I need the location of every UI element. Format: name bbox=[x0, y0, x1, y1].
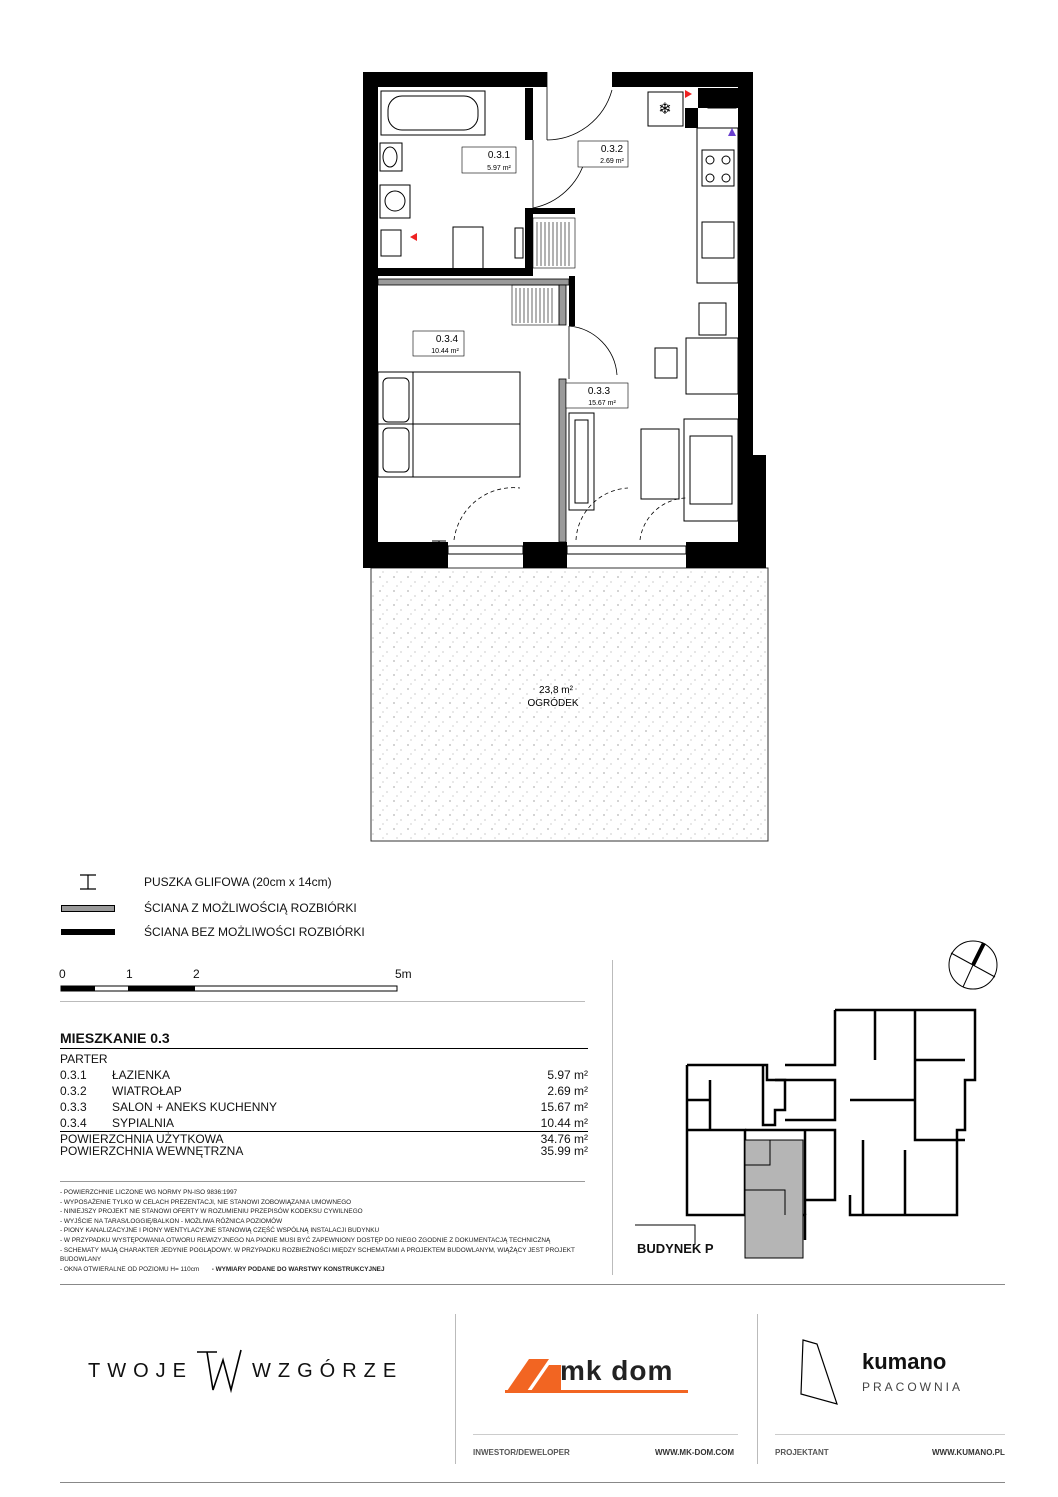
toilet bbox=[381, 227, 483, 273]
living-furniture bbox=[569, 303, 738, 521]
glif-box-icon bbox=[60, 873, 116, 891]
floor-label: PARTER bbox=[60, 1052, 108, 1066]
building-label: BUDYNEK P bbox=[637, 1241, 714, 1256]
total-row: POWIERZCHNIA UŻYTKOWA 34.76 m² bbox=[60, 1132, 588, 1146]
svg-text:0.3.4: 0.3.4 bbox=[435, 334, 459, 345]
svg-text:15.67 m²: 15.67 m² bbox=[588, 400, 616, 407]
legend-label: ŚCIANA Z MOŻLIWOŚCIĄ ROZBIÓRKI bbox=[144, 901, 357, 915]
svg-text:0.3.1: 0.3.1 bbox=[487, 150, 511, 161]
mk-dom-mark-icon bbox=[505, 1357, 563, 1393]
svg-text:2.69 m²: 2.69 m² bbox=[600, 158, 624, 165]
svg-text:0.3.3: 0.3.3 bbox=[587, 386, 611, 397]
bed bbox=[378, 372, 520, 477]
removable-wall-icon bbox=[60, 905, 116, 912]
designer-label: PROJEKTANT bbox=[775, 1448, 829, 1457]
scale-tick: 0 bbox=[59, 967, 66, 981]
svg-text:❄: ❄ bbox=[658, 101, 672, 118]
windows bbox=[448, 546, 686, 554]
kumano-mark-icon bbox=[797, 1338, 842, 1406]
scale-tick: 5m bbox=[395, 967, 412, 981]
svg-text:OGRÓDEK: OGRÓDEK bbox=[527, 698, 579, 709]
legend-label: PUSZKA GLIFOWA (20cm x 14cm) bbox=[144, 875, 332, 889]
floor-row bbox=[60, 1051, 588, 1067]
investor-label: INWESTOR/DEWELOPER bbox=[473, 1448, 570, 1457]
table-row: 0.3.4 SYPIALNIA 10.44 m² bbox=[60, 1116, 588, 1130]
total-row: POWIERZCHNIA WEWNĘTRZNA 35.99 m² bbox=[60, 1144, 588, 1158]
svg-text:5.97 m²: 5.97 m² bbox=[487, 165, 511, 172]
table-row: 0.3.1 ŁAZIENKA 5.97 m² bbox=[60, 1068, 588, 1082]
room-label-0.3.1 bbox=[462, 147, 516, 173]
legend-removable-wall bbox=[60, 901, 357, 915]
designer-link[interactable]: WWW.KUMANO.PL bbox=[932, 1448, 1005, 1457]
snowflake-icon bbox=[658, 101, 671, 118]
radiator bbox=[515, 228, 523, 258]
table-row: 0.3.3 SALON + ANEKS KUCHENNY 15.67 m² bbox=[60, 1100, 588, 1114]
svg-text:23,8 m²: 23,8 m² bbox=[539, 685, 573, 696]
bathtub bbox=[381, 91, 485, 135]
building-key-plan bbox=[635, 1000, 980, 1260]
investor-link[interactable]: WWW.MK-DOM.COM bbox=[655, 1448, 735, 1457]
dimensions-note: - WYMIARY PODANE DO WARSTWY KONSTRUKCYJNEJ bbox=[211, 1265, 385, 1273]
room-label-0.3.4 bbox=[413, 331, 464, 356]
svg-text:0.3.2: 0.3.2 bbox=[600, 144, 624, 155]
north-arrow-icon bbox=[945, 937, 1001, 993]
room-label-0.3.2 bbox=[578, 141, 628, 167]
inner-walls bbox=[378, 88, 738, 326]
disclaimer-notes: - POWIERZCHNIE LICZONE WG NORMY PN-ISO 9836:1997 - WYPOSAŻENIE TYLKO W CELACH PREZENTACJI, NIE STANOWI ZOBOWIĄZANIA UMOWNEGO - NINIEJSZY PROJEKT NIE STANOWI OFERTY W ROZUMIENIU PRZEPISÓW KODEKSU CYWILNEGO - WYJŚCIE NA TARAS/LOGGIĘ/BALKON - MOŻLIWA RÓŻNICA POZIOMÓW - PIONY KANALIZACYJNE I PIONY WENTYLACYJNE STANOWIĄ CZĘŚĆ WSPÓLNĄ INSTALACJI BUDYNKU - W PRZYPADKU WYSTĘPOWANIA OTWORU REWIZYJNEGO NA PIONIE MUSI BYĆ ZAPEWNIONY DOSTĘP DO NIEGO ZGODNIE Z DOKUMENTACJĄ TECHNICZNĄ - SCHEMATY MAJĄ CHARAKTER JEDYNIE POGLĄDOWY. W PRZYPADKU ROZBIEŻNOŚCI MIĘDZY SCHEMATAMI A PROJEKTEM BUDOWLANYM, WIĄŻĄCY JEST PROJEKT BUDOWLANY - OKNA OTWIERALNE OD POZIOMU H= 110cm - WYMIARY PODANE DO WARSTWY KONSTRUKCYJNEJ bbox=[60, 1189, 575, 1273]
table-row: 0.3.2 WIATROŁAP 2.69 m² bbox=[60, 1084, 588, 1098]
washing-machine bbox=[380, 185, 410, 218]
fixed-wall-icon bbox=[60, 929, 116, 935]
legend-label: ŚCIANA BEZ MOŻLIWOŚCI ROZBIÓRKI bbox=[144, 925, 365, 939]
legend-glif-box bbox=[60, 873, 332, 891]
apartment-title: MIESZKANIE 0.3 bbox=[60, 1030, 588, 1049]
highlighted-unit bbox=[745, 1140, 803, 1258]
svg-text:10.44 m²: 10.44 m² bbox=[431, 348, 459, 355]
tw-monogram-icon bbox=[193, 1346, 245, 1394]
legend-fixed-wall bbox=[60, 925, 365, 939]
scale-tick: 1 bbox=[126, 967, 133, 981]
washbasin bbox=[380, 143, 402, 171]
room-label-0.3.3 bbox=[566, 383, 628, 408]
apartment-area-table bbox=[60, 1030, 588, 1157]
scale-tick: 2 bbox=[193, 967, 200, 981]
